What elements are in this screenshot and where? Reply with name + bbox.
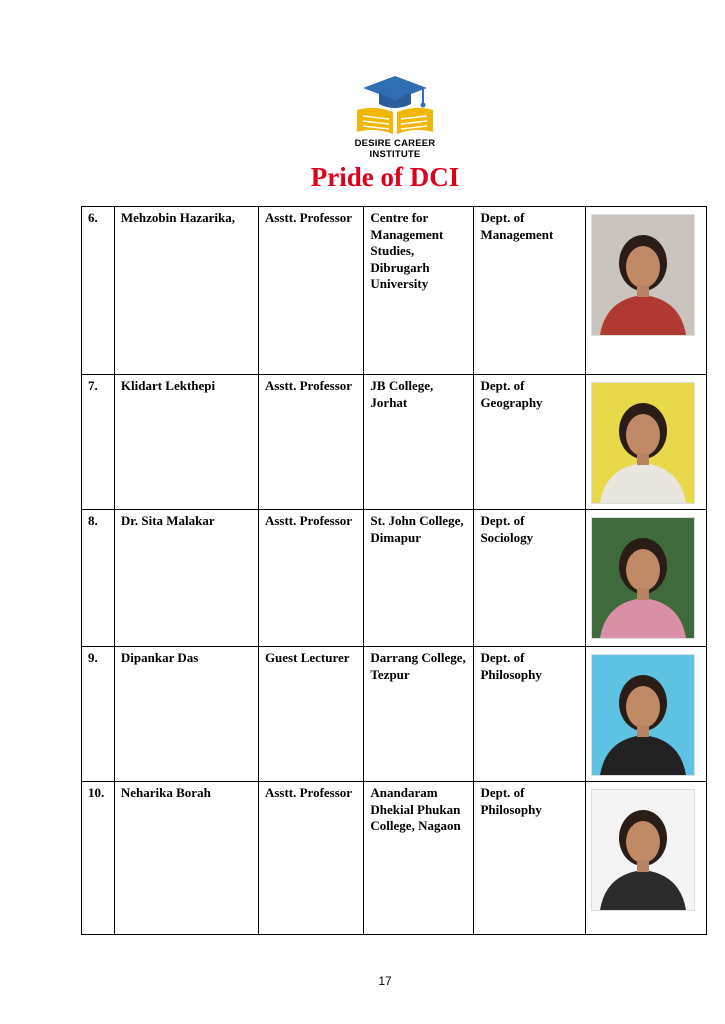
department-cell: Dept. of Sociology [474,510,585,647]
portrait-photo [591,517,695,639]
designation-cell: Asstt. Professor [258,375,363,510]
photo-cell [585,207,706,375]
person-portrait-icon [592,655,694,775]
table-row [82,510,707,647]
portrait-photo [591,789,695,911]
photo-cell [585,647,706,782]
designation-cell: Asstt. Professor [258,782,363,935]
name-cell: Dr. Sita Malakar [114,510,258,647]
department-cell: Dept. of Management [474,207,585,375]
serial-number-cell: 9. [82,647,115,782]
page-number: 17 [378,974,392,988]
table-row [82,375,707,510]
logo-text: DESIRE CAREER INSTITUTE [354,138,436,160]
photo-cell [585,375,706,510]
department-cell: Dept. of Geography [474,375,585,510]
institution-cell: JB College, Jorhat [364,375,474,510]
designation-cell: Asstt. Professor [258,207,363,375]
faculty-table [81,206,707,935]
person-portrait-icon [592,518,694,638]
person-portrait-icon [592,383,694,503]
portrait-photo [591,214,695,336]
institution-cell: Centre for Management Studies, Dibrugarh University [364,207,474,375]
photo-cell [585,510,706,647]
photo-cell [585,782,706,935]
designation-cell: Asstt. Professor [258,510,363,647]
institution-cell: St. John College, Dimapur [364,510,474,647]
serial-number-cell: 10. [82,782,115,935]
name-cell: Dipankar Das [114,647,258,782]
designation-cell: Guest Lecturer [258,647,363,782]
serial-number-cell: 8. [82,510,115,647]
serial-number-cell: 7. [82,375,115,510]
name-cell: Klidart Lekthepi [114,375,258,510]
person-portrait-icon [592,215,694,335]
page-title: Pride of DCI [310,162,460,192]
institute-logo [335,72,455,160]
person-portrait-icon [592,790,694,910]
name-cell: Mehzobin Hazarika, [114,207,258,375]
portrait-photo [591,654,695,776]
portrait-photo [591,382,695,504]
institution-cell: Anandaram Dhekial Phukan College, Nagaon [364,782,474,935]
table-row [82,207,707,375]
table-row [82,782,707,935]
name-cell: Neharika Borah [114,782,258,935]
table-row [82,647,707,782]
graduation-cap-book-icon [335,72,455,138]
department-cell: Dept. of Philosophy [474,782,585,935]
department-cell: Dept. of Philosophy [474,647,585,782]
serial-number-cell: 6. [82,207,115,375]
institution-cell: Darrang College, Tezpur [364,647,474,782]
